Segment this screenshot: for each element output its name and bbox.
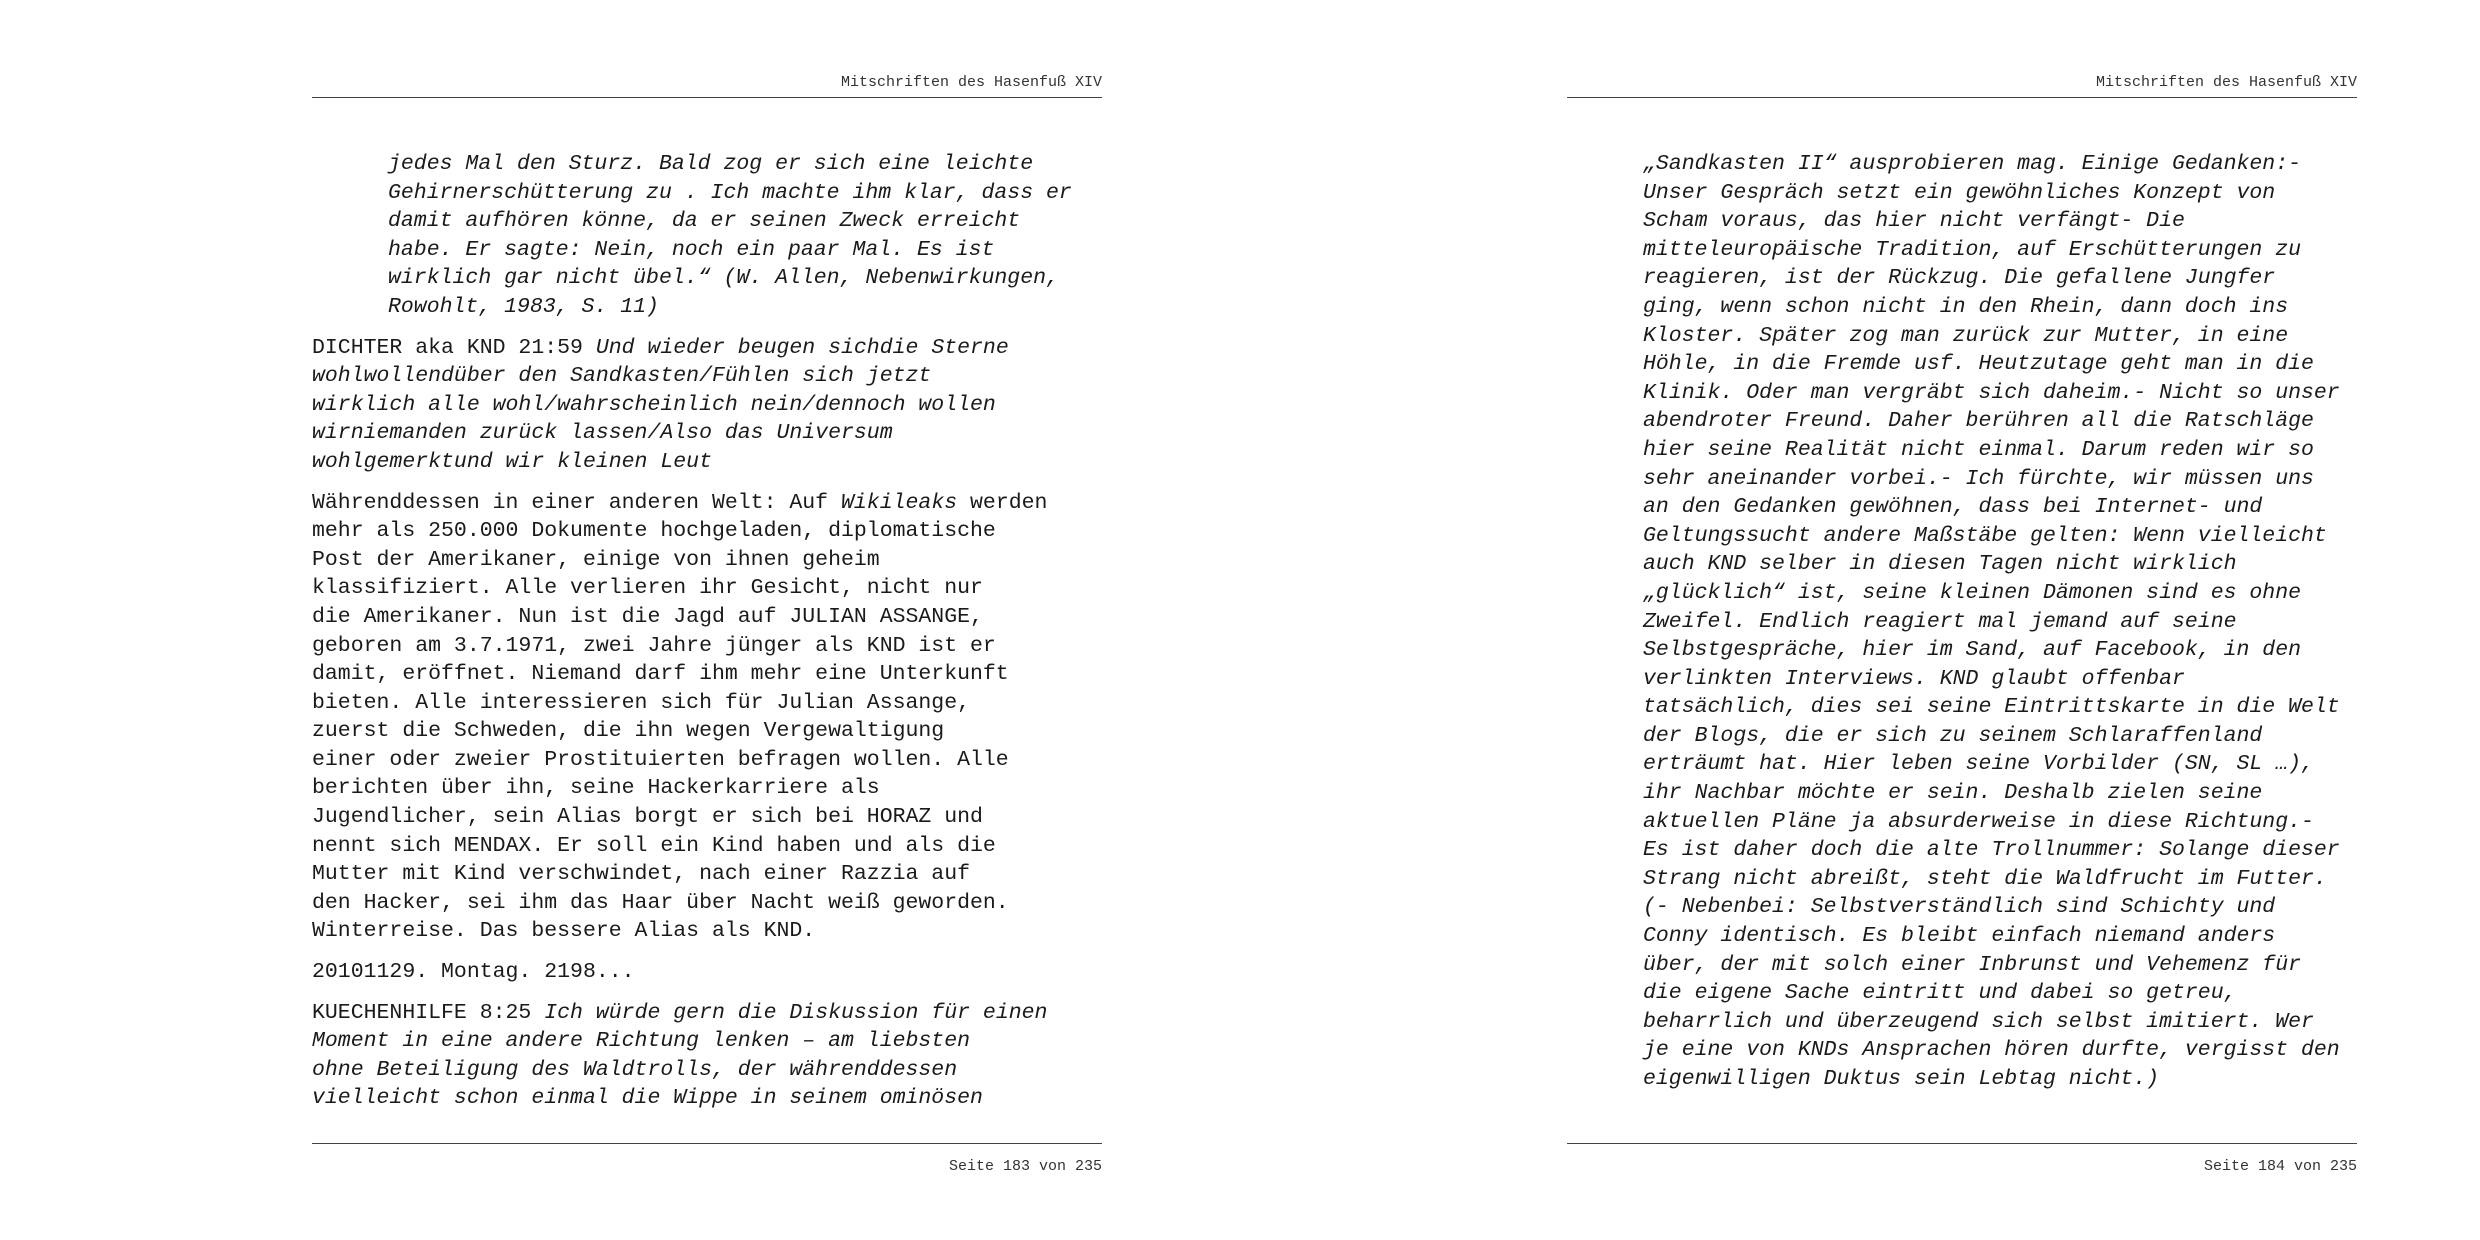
text-line: erträumt hat. Hier leben seine Vorbilder (SN, SL …), <box>1643 752 2314 777</box>
text-line: mehr als 250.000 Dokumente hochgeladen, diplomatische <box>312 519 996 544</box>
text-line: eigenwilligen Duktus sein Lebtag nicht.) <box>1643 1067 2160 1091</box>
poem-line: wirklich alle wohl/wahrscheinlich nein/dennoch wollen <box>312 392 996 417</box>
left-page-number: Seite 183 von 235 <box>948 1158 1102 1175</box>
text-line: einer oder zweier Prostituierten befragen wollen. Alle <box>312 747 1009 772</box>
text-line: Moment in eine andere Richtung lenken – am liebsten <box>312 1029 971 1054</box>
text-line: Zweifel. Endlich reagiert mal jemand auf seine <box>1643 609 2237 634</box>
text-fragment: werden <box>957 490 1048 515</box>
text-line: Post der Amerikaner, einige von ihnen geheim <box>312 547 880 572</box>
text-line: Höhle, in die Fremde usf. Heutzutage geht man in die <box>1643 352 2314 377</box>
text-line: Geltungssucht andere Maßstäbe gelten: Wenn vielleicht <box>1643 523 2327 548</box>
text-line: (- Nebenbei: Selbstverständlich sind Schichty und <box>1643 895 2276 920</box>
quote-line: Rowohlt, 1983, S. 11) <box>388 294 659 319</box>
text-line: der Blogs, die er sich zu seinem Schlaraffenland <box>1643 723 2263 748</box>
date-line: 20101129. Montag. 2198... <box>312 960 635 985</box>
quote-line: Gehirnerschütterung zu . Ich machte ihm klar, dass er <box>388 180 1072 205</box>
text-line: ihr Nachbar möchte er sein. Deshalb zielen seine <box>1643 781 2263 806</box>
speaker-label: DICHTER aka KND 21:59 <box>312 335 596 360</box>
kuechenhilfe-paragraph <box>312 999 1102 1113</box>
text-line: klassifiziert. Alle verlieren ihr Gesicht, nicht nur <box>312 576 983 601</box>
left-page <box>312 0 1102 1240</box>
text-line: sehr aneinander vorbei.- Ich fürchte, wir müssen uns <box>1643 466 2314 491</box>
text-line: Klinik. Oder man vergräbt sich daheim.- Nicht so unser <box>1643 380 2340 405</box>
text-line: beharrlich und überzeugend sich selbst imitiert. Wer <box>1643 1009 2314 1034</box>
poem-line: wohlgemerktund wir kleinen Leut <box>312 449 712 474</box>
text-line: abendroter Freund. Daher berühren all die Ratschläge <box>1643 409 2314 434</box>
quote-block <box>312 150 1102 322</box>
text-line: den Hacker, sei ihm das Haar über Nacht weiß geworden. <box>312 890 1009 915</box>
text-line: Selbstgespräche, hier im Sand, auf Facebook, in den <box>1643 638 2302 663</box>
text-line: bieten. Alle interessieren sich für Julian Assange, <box>312 690 971 715</box>
poem-line: Und wieder beugen sichdie Sterne <box>595 335 1009 360</box>
text-line: reagieren, ist der Rückzug. Die gefallene Jungfer <box>1643 266 2276 291</box>
text-line: je eine von KNDs Ansprachen hören durfte, vergisst den <box>1643 1038 2340 1063</box>
text-line: hier seine Realität nicht einmal. Darum reden wir so <box>1643 437 2314 462</box>
right-page-header: Mitschriften des Hasenfuß XIV <box>1567 74 2357 98</box>
text-line: ohne Beteiligung des Waldtrolls, der währenddessen <box>312 1057 958 1082</box>
text-line: Mutter mit Kind verschwindet, nach einer Razzia auf <box>312 862 971 887</box>
text-line: ging, wenn schon nicht in den Rhein, dann doch ins <box>1643 294 2289 319</box>
text-line: tatsächlich, dies sei seine Eintrittskarte in die Welt <box>1643 695 2340 720</box>
left-footer-divider <box>312 1143 1102 1144</box>
text-fragment: Währenddessen in einer anderen Welt: Auf <box>312 490 841 515</box>
right-page-body <box>1567 150 2357 1094</box>
text-line: Strang nicht abreißt, steht die Waldfrucht im Futter. <box>1643 866 2327 891</box>
text-line: die eigene Sache eintritt und dabei so getreu, <box>1643 981 2237 1006</box>
quote-line: jedes Mal den Sturz. Bald zog er sich eine leichte <box>388 152 1034 176</box>
text-line: mitteleuropäische Tradition, auf Erschütterungen zu <box>1643 237 2302 262</box>
quote-line: habe. Er sagte: Nein, noch ein paar Mal. Es ist <box>388 237 995 262</box>
wikileaks-term: Wikileaks <box>841 490 958 515</box>
text-line: vielleicht schon einmal die Wippe in seinem ominösen <box>312 1086 983 1111</box>
text-line: „glücklich“ ist, seine kleinen Dämonen sind es ohne <box>1643 580 2302 605</box>
text-line: nennt sich MENDAX. Er soll ein Kind haben und als die <box>312 833 996 858</box>
waehrenddessen-paragraph <box>312 489 1102 947</box>
right-footer-divider <box>1567 1143 2357 1144</box>
text-line: aktuellen Pläne ja absurderweise in diese Richtung.- <box>1643 809 2314 834</box>
text-line: auch KND selber in diesen Tagen nicht wirklich <box>1643 552 2237 577</box>
quote-line: damit aufhören könne, da er seinen Zweck erreicht <box>388 209 1021 234</box>
text-line: Winterreise. Das bessere Alias als KND. <box>312 919 816 944</box>
text-line: Kloster. Später zog man zurück zur Mutter, in eine <box>1643 323 2289 348</box>
right-page-number: Seite 184 von 235 <box>2203 1158 2357 1175</box>
text-line: zuerst die Schweden, die ihn wegen Vergewaltigung <box>312 719 945 744</box>
speaker-label: KUECHENHILFE 8:25 <box>312 1000 545 1025</box>
text-line: über, der mit solch einer Inbrunst und Vehemenz für <box>1643 952 2302 977</box>
text-line: berichten über ihn, seine Hackerkarriere als <box>312 776 880 801</box>
poem-line: wohlwollendüber den Sandkasten/Fühlen sich jetzt <box>312 364 932 389</box>
quote-line: wirklich gar nicht übel.“ (W. Allen, Nebenwirkungen, <box>388 266 1059 291</box>
text-line: Unser Gespräch setzt ein gewöhnliches Konzept von <box>1643 180 2276 205</box>
text-line: die Amerikaner. Nun ist die Jagd auf JULIAN ASSANGE, <box>312 604 983 629</box>
poem-line: wirniemanden zurück lassen/Also das Universum <box>312 421 893 446</box>
text-line: Conny identisch. Es bleibt einfach niemand anders <box>1643 924 2276 949</box>
right-page <box>1567 0 2357 1240</box>
text-line: Ich würde gern die Diskussion für einen <box>544 1000 1048 1025</box>
text-line: Jugendlicher, sein Alias borgt er sich bei HORAZ und <box>312 805 983 830</box>
date-paragraph <box>312 958 1102 987</box>
text-line: Scham voraus, das hier nicht verfängt- Die <box>1643 209 2185 234</box>
text-line: an den Gedanken gewöhnen, dass bei Internet- und <box>1643 495 2263 520</box>
dichter-paragraph <box>312 334 1102 477</box>
left-page-body <box>312 150 1102 1125</box>
text-line: Es ist daher doch die alte Trollnummer: Solange dieser <box>1643 838 2340 863</box>
left-page-header: Mitschriften des Hasenfuß XIV <box>312 74 1102 98</box>
text-line: geboren am 3.7.1971, zwei Jahre jünger als KND ist er <box>312 633 996 658</box>
text-line: verlinkten Interviews. KND glaubt offenbar <box>1643 666 2185 691</box>
text-line: damit, eröffnet. Niemand darf ihm mehr eine Unterkunft <box>312 662 1009 687</box>
text-line: „Sandkasten II“ ausprobieren mag. Einige Gedanken:- <box>1643 152 2302 176</box>
